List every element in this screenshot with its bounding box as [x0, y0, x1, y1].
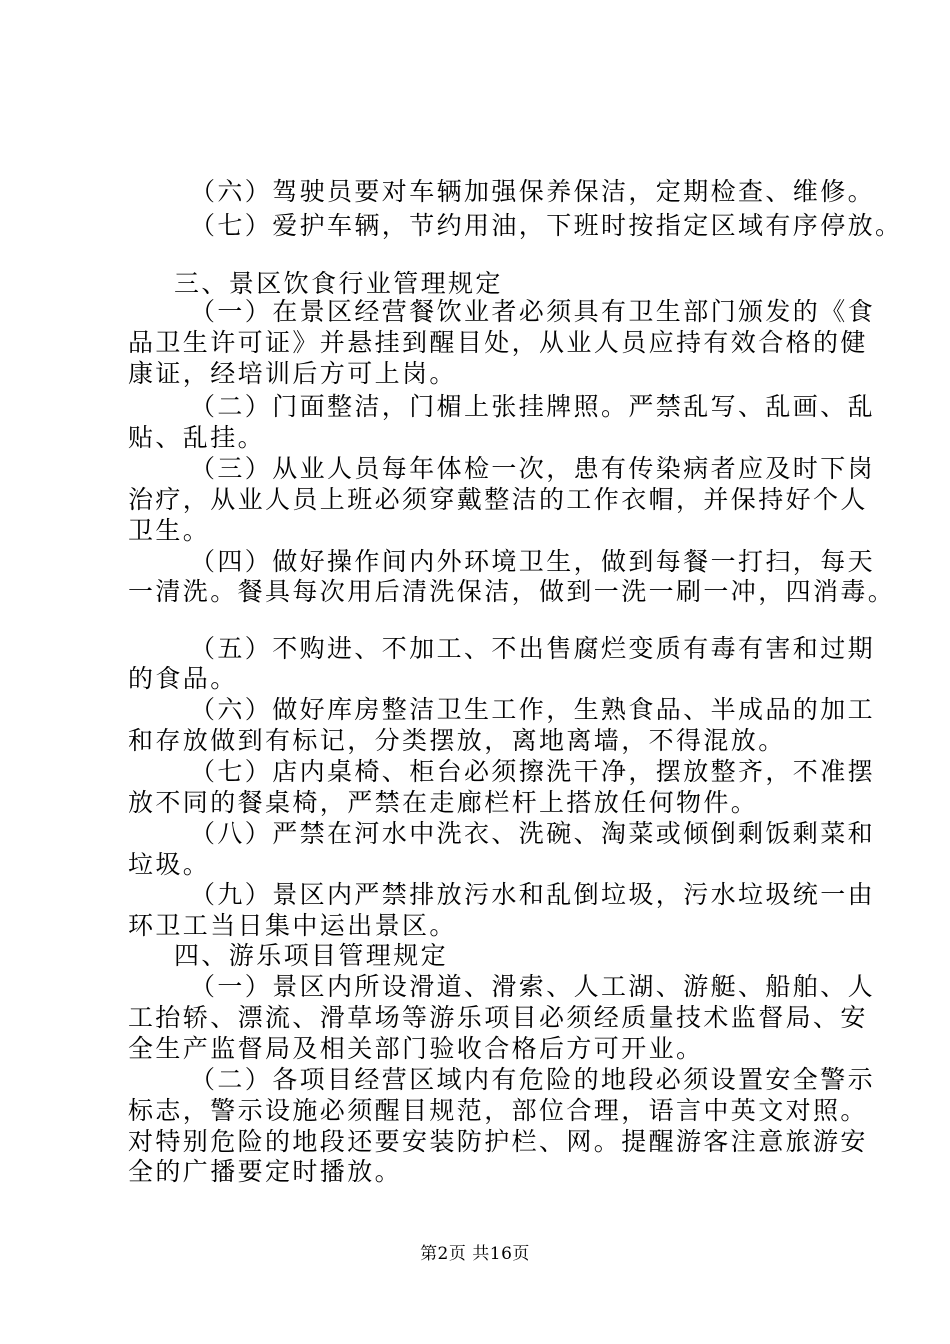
paragraph-line: （六）驾驶员要对车辆加强保养保洁，定期检查、维修。 — [190, 177, 876, 206]
paragraph-line: 标志，警示设施必须醒目规范，部位合理，语言中英文对照。 — [128, 1096, 868, 1125]
paragraph-line: （一）景区内所设滑道、滑索、人工湖、游艇、船舶、人 — [190, 972, 876, 1001]
paragraph-line: （五）不购进、不加工、不出售腐烂变质有毒有害和过期 — [190, 634, 876, 663]
paragraph-line: （七）店内桌椅、柜台必须擦洗干净，摆放整齐，不准摆 — [190, 757, 876, 786]
paragraph-line: 一清洗。餐具每次用后清洗保洁，做到一洗一刷一冲，四消毒。 — [128, 577, 896, 606]
paragraph-line: 卫生。 — [128, 516, 211, 545]
paragraph-line: 和存放做到有标记，分类摆放，离地离墙，不得混放。 — [128, 726, 786, 755]
paragraph-line: 垃圾。 — [128, 850, 211, 879]
paragraph-line: 环卫工当日集中运出景区。 — [128, 911, 457, 940]
section-heading: 三、景区饮食行业管理规定 — [174, 269, 503, 298]
paragraph-line: （六）做好库房整洁卫生工作，生熟食品、半成品的加工 — [190, 695, 876, 724]
paragraph-line: 全的广播要定时播放。 — [128, 1157, 403, 1186]
paragraph-line: （七）爱护车辆，节约用油，下班时按指定区域有序停放。 — [190, 211, 903, 240]
section-heading: 四、游乐项目管理规定 — [174, 941, 449, 970]
paragraph-line: （二）各项目经营区域内有危险的地段必须设置安全警示 — [190, 1065, 876, 1094]
paragraph-line: 对特别危险的地段还要安装防护栏、网。提醒游客注意旅游安 — [128, 1127, 868, 1156]
paragraph-line: （三）从业人员每年体检一次，患有传染病者应及时下岗 — [190, 454, 876, 483]
paragraph-line: 全生产监督局及相关部门验收合格后方可开业。 — [128, 1034, 704, 1063]
paragraph-line: 康证，经培训后方可上岗。 — [128, 359, 457, 388]
paragraph-line: 贴、乱挂。 — [128, 423, 266, 452]
paragraph-line: （一）在景区经营餐饮业者必须具有卫生部门颁发的《食 — [190, 297, 876, 326]
paragraph-line: 放不同的餐桌椅，严禁在走廊栏杆上搭放任何物件。 — [128, 788, 759, 817]
paragraph-line: （四）做好操作间内外环境卫生，做到每餐一打扫，每天 — [190, 547, 876, 576]
paragraph-line: 工抬轿、漂流、滑草场等游乐项目必须经质量技术监督局、安 — [128, 1003, 868, 1032]
paragraph-line: （八）严禁在河水中洗衣、洗碗、淘菜或倾倒剩饭剩菜和 — [190, 819, 876, 848]
paragraph-line: 品卫生许可证》并悬挂到醒目处，从业人员应持有效合格的健 — [128, 328, 868, 357]
paragraph-line: 的食品。 — [128, 664, 238, 693]
paragraph-line: （二）门面整洁，门楣上张挂牌照。严禁乱写、乱画、乱 — [190, 392, 876, 421]
paragraph-line: 治疗，从业人员上班必须穿戴整洁的工作衣帽，并保持好个人 — [128, 485, 868, 514]
paragraph-line: （九）景区内严禁排放污水和乱倒垃圾，污水垃圾统一由 — [190, 880, 876, 909]
page-footer: 第2页 共16页 — [420, 1244, 530, 1264]
